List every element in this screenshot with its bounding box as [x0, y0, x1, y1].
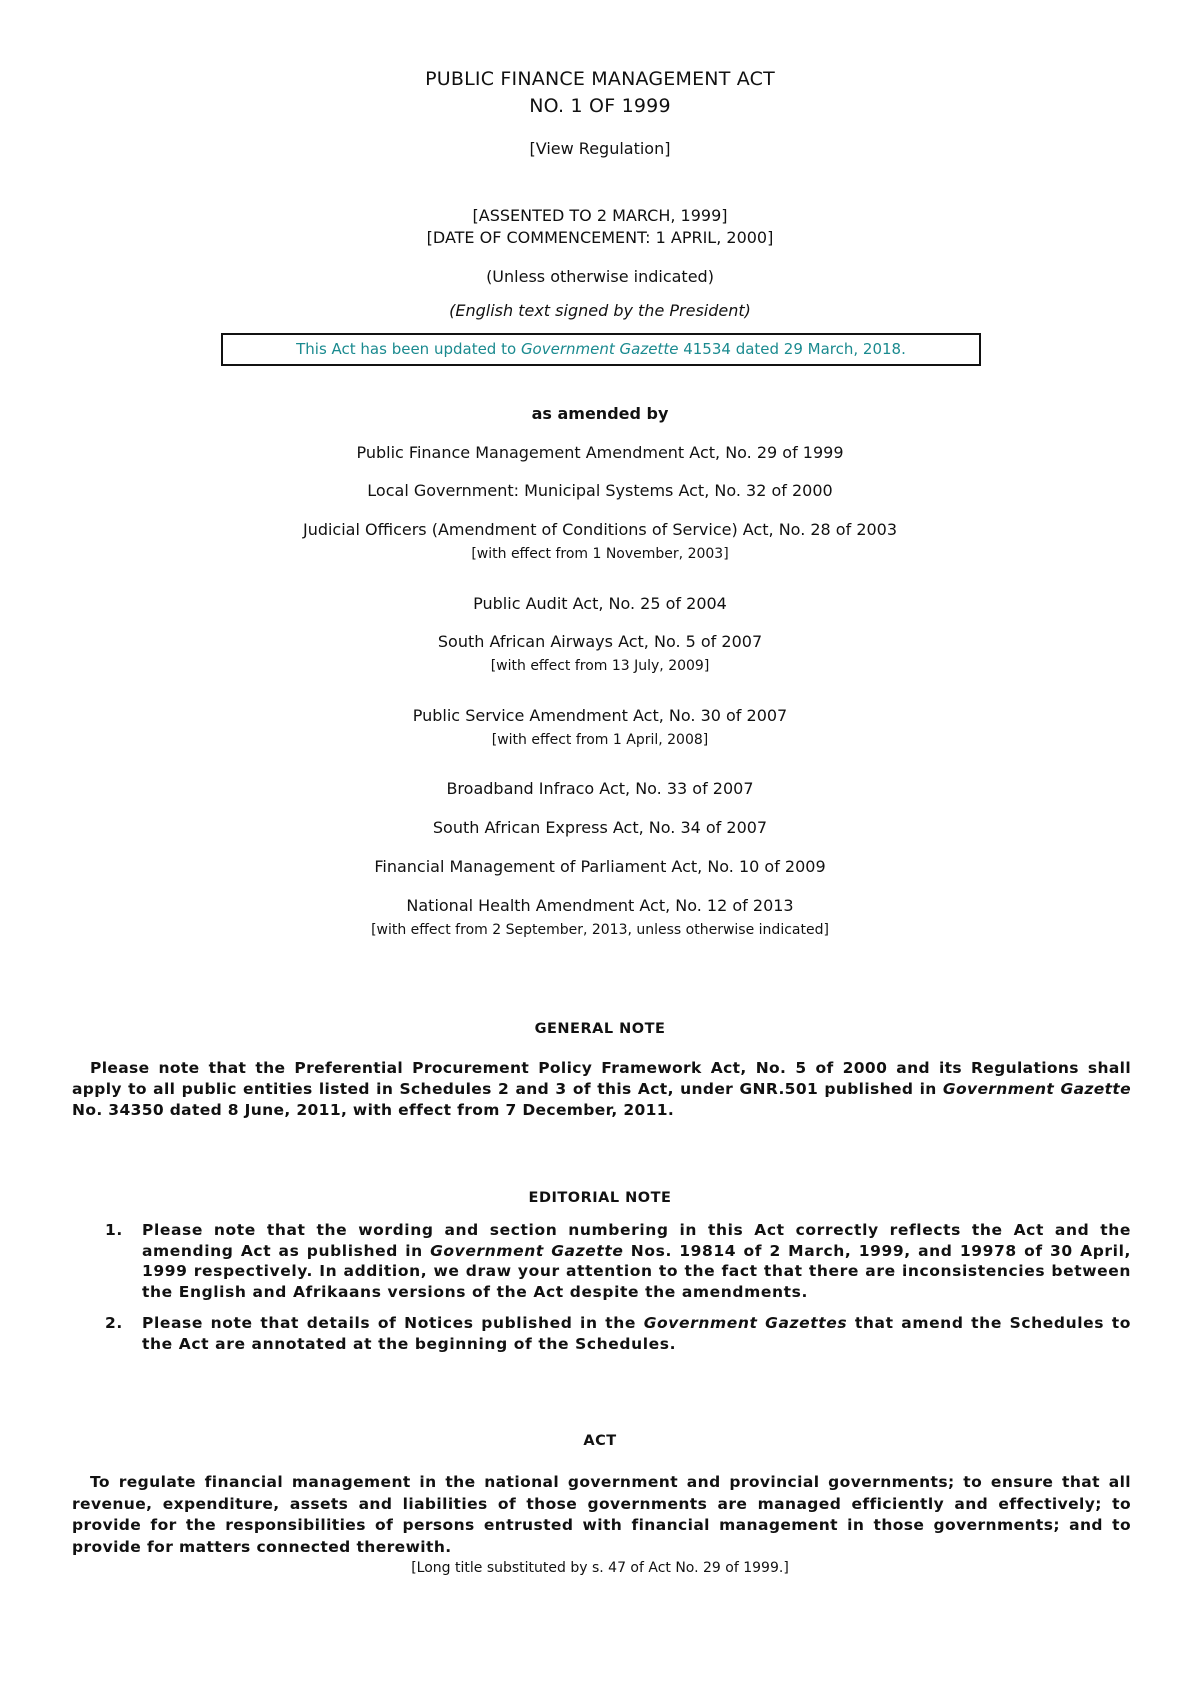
unless-indicated: (Unless otherwise indicated)	[486, 267, 714, 286]
update-suffix: 41534 dated 29 March, 2018.	[678, 340, 906, 358]
amending-act: Financial Management of Parliament Act, No. 10 of 2009	[374, 857, 826, 876]
amending-act: Public Service Amendment Act, No. 30 of 2007	[412, 706, 788, 725]
list-item: 2. Please note that details of Notices published in the Government Gazettes that amend the Schedules to the Act are annotated at the beginning of the Schedules.	[105, 1314, 1131, 1353]
amending-act-note: [with effect from 13 July, 2009]	[490, 658, 710, 674]
amending-act: Local Government: Municipal Systems Act, No. 32 of 2000	[367, 481, 833, 500]
act-heading: ACT	[583, 1433, 617, 1449]
update-prefix: This Act has been updated to	[296, 340, 521, 358]
amending-act-note: [with effect from 2 September, 2013, unless otherwise indicated]	[371, 922, 829, 938]
general-note-text: Please note that the Preferential Procurement Policy Framework Act, No. 5 of 2000 and its Regulations shall apply to all public entities listed in Schedules 2 and 3 of this Act, under GNR.501 published in Government Gazette No. 34350 dated 8 June, 2011, with effect from 7 December, 2011.	[72, 1059, 1131, 1119]
amending-act: Public Finance Management Amendment Act, No. 29 of 1999	[356, 443, 844, 462]
amending-act: South African Express Act, No. 34 of 2007	[432, 818, 768, 837]
update-notice-box	[221, 333, 981, 366]
general-note-heading: GENERAL NOTE	[534, 1021, 666, 1037]
amending-act-note: [with effect from 1 November, 2003]	[471, 546, 729, 562]
editorial-note-heading: EDITORIAL NOTE	[528, 1190, 672, 1206]
amending-act: Public Audit Act, No. 25 of 2004	[473, 594, 727, 613]
long-title-note: [Long title substituted by s. 47 of Act No. 29 of 1999.]	[411, 1560, 789, 1576]
act-number: NO. 1 OF 1999	[529, 95, 671, 117]
english-text-note: (English text signed by the President)	[449, 301, 751, 320]
commencement-date: [DATE OF COMMENCEMENT: 1 APRIL, 2000]	[426, 228, 774, 247]
amending-act: Judicial Officers (Amendment of Conditions of Service) Act, No. 28 of 2003	[302, 520, 898, 539]
amending-act-note: [with effect from 1 April, 2008]	[491, 732, 709, 748]
amended-by-heading: as amended by	[531, 404, 669, 423]
amending-act: Broadband Infraco Act, No. 33 of 2007	[446, 779, 754, 798]
assented-date: [ASSENTED TO 2 MARCH, 1999]	[472, 206, 728, 225]
list-item: 1. Please note that the wording and section numbering in this Act correctly reflects the Act and the amending Act as published in Government Gazette Nos. 19814 of 2 March, 1999, and 19978 of 30 April, 1999 respectively. In addition, we draw your attention to the fact that there are inconsistencies between the English and Afrikaans versions of the Act despite the amendments.	[105, 1221, 1131, 1301]
editorial-note-list	[72, 1220, 1131, 1365]
view-regulation-link[interactable]: [View Regulation]	[529, 139, 671, 158]
update-gazette: Government Gazette	[520, 340, 679, 358]
amending-act: South African Airways Act, No. 5 of 2007	[437, 632, 763, 651]
act-title: PUBLIC FINANCE MANAGEMENT ACT	[425, 68, 775, 90]
long-title: To regulate financial management in the national government and provincial governments; to ensure that all revenue, expenditure, assets and liabilities of those governments are managed efficiently and effectively; to provide for the responsibilities of persons entrusted with financial management in those governments; and to provide for matters connected therewith.	[72, 1473, 1131, 1556]
amending-act: National Health Amendment Act, No. 12 of 2013	[406, 896, 794, 915]
